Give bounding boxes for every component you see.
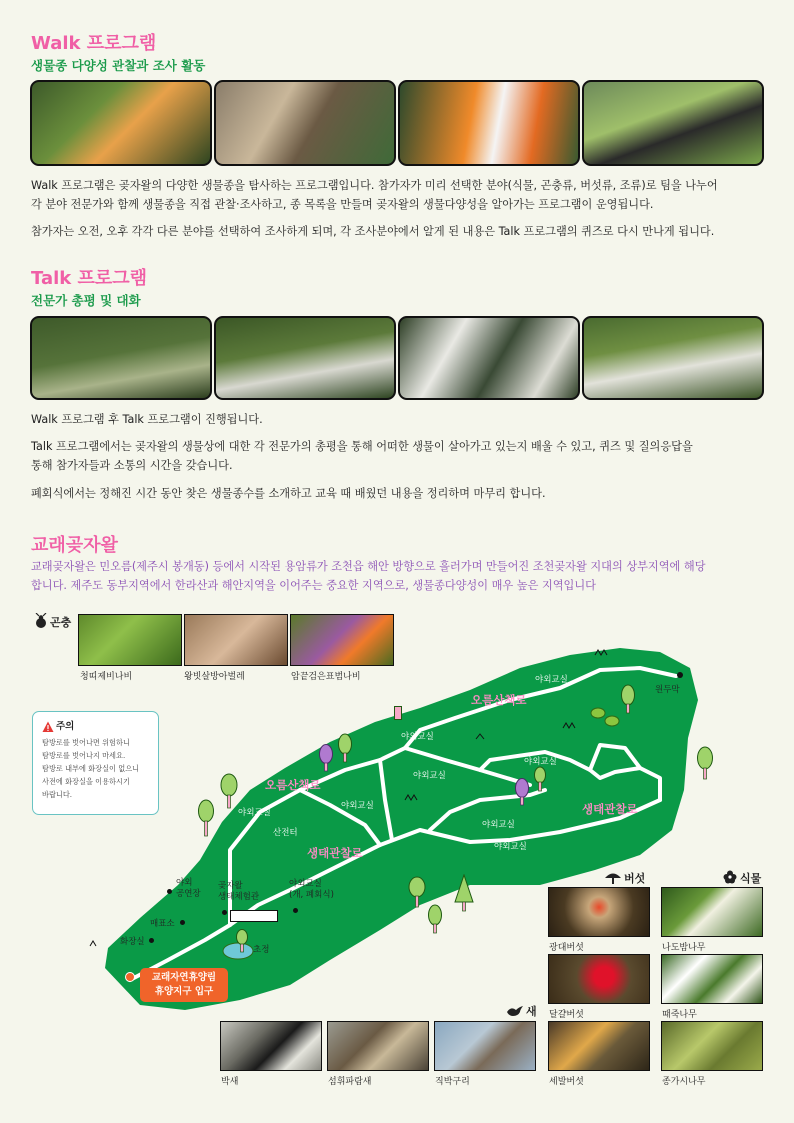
beetle-icon: [33, 613, 49, 629]
gyorae-description: [31, 557, 771, 595]
bird-photo-2: [327, 1021, 429, 1071]
tree-icon: [236, 929, 248, 953]
outdoor-stage-dot: [167, 889, 172, 894]
walk-photo-2: [214, 80, 396, 166]
map-label-classroom: 야외교실: [341, 801, 374, 811]
talk-photo-2: [214, 316, 396, 400]
walk-photo-4: [582, 80, 764, 166]
tree-icon: [338, 733, 352, 763]
talk-paragraph-1: Walk 프로그램 후 Talk 프로그램이 진행됩니다.: [31, 413, 263, 426]
flower-icon: [723, 869, 737, 883]
map-label-sanjeonteo: 산전터: [273, 828, 298, 838]
bird-caption-1: 박새: [221, 1077, 239, 1087]
main-classroom-line-1: 야외교실: [289, 879, 322, 889]
walk-subtitle: 생물종 다양성 관찰과 조사 활동: [31, 58, 206, 73]
wondumak-dot: [677, 672, 683, 678]
tree-icon: [534, 766, 546, 792]
gyorae-title: 교래곶자왈: [31, 535, 118, 556]
trail-label-oreum-2: 오름산책로: [265, 778, 321, 792]
map-label-ticket: 매표소: [150, 919, 175, 929]
entrance-line-2: 휴양지구 입구: [154, 986, 214, 997]
main-classroom-line-2: (개, 폐회식): [289, 890, 334, 900]
eco-center-line-1: 곶자왈: [218, 881, 243, 891]
plant-caption-2: 때죽나무: [662, 1010, 697, 1020]
pine-tree-icon: [454, 874, 474, 912]
outdoor-stage-line-2: 공연장: [176, 889, 201, 899]
walk-paragraph-2: 참가자는 오전, 오후 각각 다른 분야를 선택하여 조사하게 되며, 각 조사분야에서 알게 된 내용은 Talk 프로그램의 퀴즈로 다시 만나게 됩니다.: [31, 225, 715, 238]
tree-icon: [408, 876, 426, 908]
trail-label-eco-1: 생태관찰로: [582, 802, 638, 816]
talk-paragraph-2-line-1: Talk 프로그램에서는 곶자왈의 생물상에 대한 각 전문가의 총평을 통해 어떠한 생물이 살아가고 있는지 배울 수 있고, 퀴즈 및 질의응답을: [31, 440, 693, 453]
walk-photo-3: [398, 80, 580, 166]
map-label-classroom: 야외교실: [482, 820, 515, 830]
mushroom-photo-3: [548, 1021, 650, 1071]
insect-caption-3: 암끝검은표범나비: [291, 672, 361, 682]
map-label-classroom: 야외교실: [401, 732, 434, 742]
talk-paragraph-3: 폐회식에서는 정해진 시간 동안 찾은 생물종수를 소개하고 교육 때 배웠던 내용을 정리하며 마무리 합니다.: [31, 487, 546, 500]
talk-subtitle: 전문가 총평 및 대화: [31, 293, 141, 308]
plant-photo-2: [661, 954, 763, 1004]
birds-heading: 새: [526, 1005, 537, 1018]
eco-center-building: [230, 910, 278, 922]
eco-center-dot: [222, 910, 227, 915]
talk-photo-4: [582, 316, 764, 400]
tree-icon: [621, 684, 635, 714]
insect-caption-2: 왕빗살방아벌레: [184, 672, 245, 682]
tree-icon: [220, 773, 238, 809]
eco-center-line-2: 생태체험관: [218, 892, 260, 902]
bird-photo-1: [220, 1021, 322, 1071]
caution-line-2: 탐방로를 벗어나지 마세요.: [42, 751, 126, 760]
ticket-dot: [180, 920, 185, 925]
insect-caption-1: 청띠제비나비: [80, 672, 133, 682]
mushroom-caption-1: 광대버섯: [549, 943, 584, 953]
map-label-wondumak: 원두막: [655, 685, 680, 695]
caution-title: 주의: [56, 721, 75, 732]
insects-heading: 곤충: [50, 616, 72, 629]
map-label-pavilion: 초정: [253, 945, 270, 955]
purple-tree-icon: [319, 744, 333, 772]
talk-paragraph-2-line-2: 통해 참가자들과 소통의 시간을 갖습니다.: [31, 459, 233, 472]
outdoor-stage-line-1: 야외: [176, 878, 193, 888]
post-marker: [394, 706, 402, 720]
mushroom-photo-2: [548, 954, 650, 1004]
entrance-marker: [125, 972, 135, 982]
purple-tree-icon: [515, 778, 529, 806]
walk-title: Walk 프로그램: [31, 33, 157, 54]
tree-icon: [428, 904, 442, 934]
mushroom-icon: [604, 870, 622, 884]
caution-line-4: 사전에 화장실을 이용하시기: [42, 777, 130, 786]
map-label-classroom: 야외교실: [413, 771, 446, 781]
entrance-line-1: 교래자연휴양림: [151, 972, 217, 983]
plants-heading: 식물: [740, 872, 762, 885]
map-label-eco-center: [218, 881, 259, 903]
mushroom-photo-1: [548, 887, 650, 937]
caution-line-1: 탐방로를 벗어나면 위험하니: [42, 738, 130, 747]
plant-caption-1: 나도밤나무: [662, 943, 706, 953]
mushrooms-heading: 버섯: [624, 872, 646, 885]
caution-line-3: 탐방로 내부에 화장실이 없으니: [42, 764, 140, 773]
tree-icon: [198, 799, 214, 837]
map-label-classroom: 야외교실: [535, 675, 568, 685]
map-label-outdoor-stage: [176, 878, 201, 900]
gyorae-description-line-1: 교래곶자왈은 민오름(제주시 봉개동) 등에서 시작된 용암류가 조천읍 해안 방향으로 흘러가며 만들어진 조천곶자왈 지대의 상부지역에 해당: [31, 560, 706, 573]
trail-label-oreum-1: 오름산책로: [471, 693, 527, 707]
map-label-main-classroom: [289, 879, 334, 901]
plant-photo-1: [661, 887, 763, 937]
caution-line-5: 바랍니다.: [42, 790, 73, 799]
entrance-label: [140, 968, 228, 1002]
mushroom-caption-3: 세발버섯: [549, 1077, 584, 1087]
main-classroom-dot: [293, 908, 298, 913]
bird-caption-3: 직박구리: [435, 1077, 470, 1087]
walk-paragraph-1: [31, 176, 771, 214]
tree-icon: [697, 746, 713, 780]
walk-photo-1: [30, 80, 212, 166]
toilet-dot: [149, 938, 154, 943]
talk-photo-3: [398, 316, 580, 400]
mushroom-caption-2: 달걀버섯: [549, 1010, 584, 1020]
gyorae-description-line-2: 합니다. 제주도 동부지역에서 한라산과 해안지역을 이어주는 중요한 지역으로, 생물종다양성이 매우 높은 지역입니다: [31, 579, 596, 592]
bird-caption-2: 섬휘파람새: [328, 1077, 372, 1087]
bird-icon: [506, 1003, 524, 1017]
map-label-toilet: 화장실: [120, 937, 145, 947]
bird-photo-3: [434, 1021, 536, 1071]
talk-paragraph-2: [31, 437, 771, 475]
walk-paragraph-1-line-1: Walk 프로그램은 곶자왈의 다양한 생물종을 탐사하는 프로그램입니다. 참가자가 미리 선택한 분야(식물, 곤충류, 버섯류, 조류)로 팀을 나누어: [31, 179, 718, 192]
trail-label-eco-2: 생태관찰로: [307, 846, 363, 860]
map-label-classroom: 야외교실: [494, 842, 527, 852]
plant-caption-3: 종가시나무: [662, 1077, 706, 1087]
talk-title: Talk 프로그램: [31, 268, 148, 289]
map-label-classroom: 야외교실: [524, 757, 557, 767]
walk-paragraph-1-line-2: 각 분야 전문가와 함께 생물종을 직접 관찰·조사하고, 종 목록을 만들며 곶자왈의 생물다양성을 알아가는 프로그램이 운영됩니다.: [31, 198, 654, 211]
talk-photo-1: [30, 316, 212, 400]
plant-photo-3: [661, 1021, 763, 1071]
map-label-classroom: 야외교실: [238, 808, 271, 818]
